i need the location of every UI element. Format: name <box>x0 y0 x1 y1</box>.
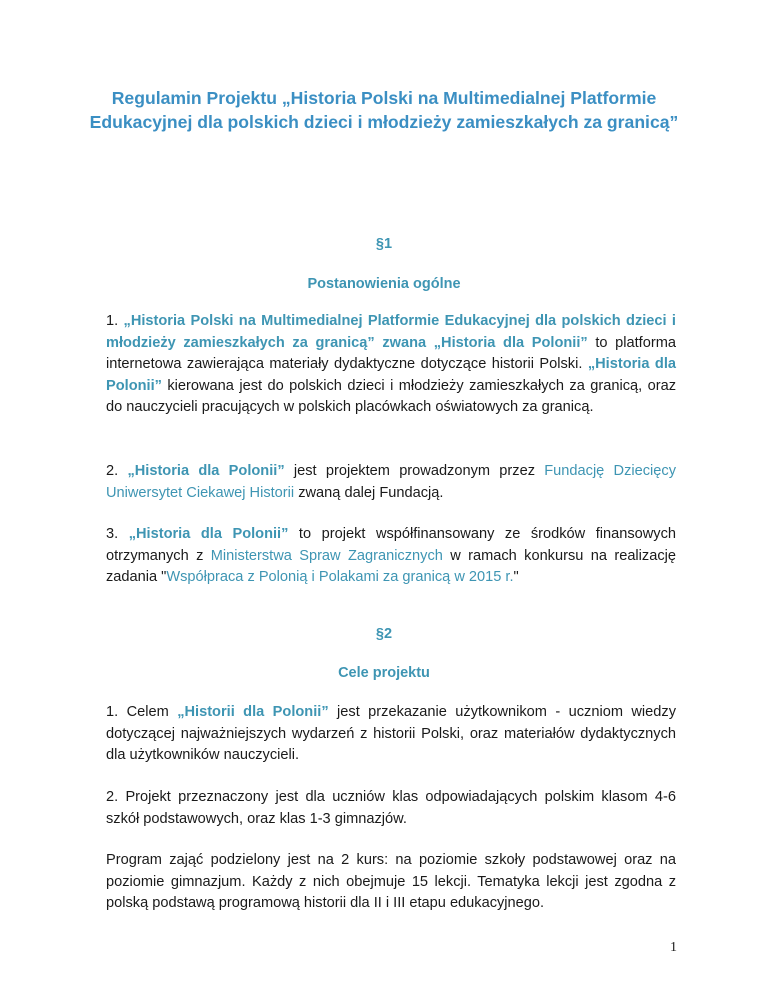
paragraph-text: kierowana jest do polskich dzieci i młodzieży zamieszkałych za granicą, oraz do nauczycieli pracujących w polskich placówkach oświatowych za granicą. <box>106 377 676 415</box>
paragraph-text: Celem <box>118 704 178 720</box>
paragraph-number: 3. <box>106 526 119 542</box>
paragraph-number: 1. <box>106 704 119 720</box>
foundation-link[interactable]: Fundację Dziecięcy Uniwersytet Ciekawej Historii <box>106 463 677 501</box>
paragraph-text: jest projektem prowadzonym przez <box>284 463 545 479</box>
page-number: 1 <box>670 940 677 955</box>
section-2-paragraph-2: 2. Projekt przeznaczony jest dla uczniów klas odpowiadających polskim klasom 4-6 szkół podstawowych, oraz klas 1-3 gimnazjów. <box>106 789 676 827</box>
paragraph-number: 2. <box>106 463 119 479</box>
paragraph-text: to projekt współfinansowany ze środków finansowych otrzymanych z <box>106 526 677 564</box>
project-short-name-highlight: „Historia dla Polonii” <box>106 356 676 394</box>
paragraph-text: " <box>513 569 519 585</box>
section-2-paragraph-1 <box>106 702 676 767</box>
section-1-paragraph-2 <box>106 461 676 504</box>
ministry-link[interactable]: Ministerstwa Spraw Zagranicznych <box>210 547 443 564</box>
task-name-link[interactable]: Współpraca z Polonią i Polakami za granicą w 2015 r. <box>166 569 514 585</box>
section-2-heading: Cele projektu <box>338 665 430 681</box>
project-short-name-highlight: „Historia dla Polonii” <box>128 526 289 542</box>
section-1-paragraph-1 <box>106 311 676 419</box>
section-1-heading: Postanowienia ogólne <box>307 276 461 292</box>
paragraph-text: jest przekazanie użytkownikom - uczniom wiedzy dotyczącej najważniejszych wydarzeń z historii Polski, oraz materiałów dydaktycznych dla użytkowników nauczycieli. <box>106 704 677 763</box>
section-1-paragraph-3 <box>106 524 676 589</box>
section-2-symbol: §2 <box>375 626 393 642</box>
project-short-name-highlight: „Historia dla Polonii” <box>127 463 285 479</box>
paragraph-number: 1. <box>106 313 119 329</box>
paragraph-text: to platforma internetowa zawierająca materiały dydaktyczne dotyczące historii Polski. <box>106 334 676 372</box>
paragraph-text: zwaną dalej Fundacją. <box>294 484 444 501</box>
paragraph-text: w ramach konkursu na realizację zadania " <box>106 547 676 585</box>
section-1-symbol: §1 <box>375 236 393 252</box>
section-2-paragraph-3: Program zająć podzielony jest na 2 kurs: na poziomie szkoły podstawowej oraz na poziomie gimnazjum. Każdy z nich obejmuje 15 lekcji. Tematyka lekcji jest zgodna z polską podstawą programową historii dla II i III etapu edukacyjnego. <box>106 852 676 911</box>
document-title: Regulamin Projektu „Historia Polski na Multimedialnej Platformie Edukacyjnej dla polskich dzieci i młodzieży zamieszkałych za granicą” <box>89 88 679 132</box>
project-short-name-highlight: „Historii dla Polonii” <box>177 704 329 720</box>
project-name-highlight: „Historia Polski na Multimedialnej Platformie Edukacyjnej dla polskich dzieci i młodzieży zamieszkałych za granicą” zwana „Historia dla Polonii” <box>106 313 676 351</box>
